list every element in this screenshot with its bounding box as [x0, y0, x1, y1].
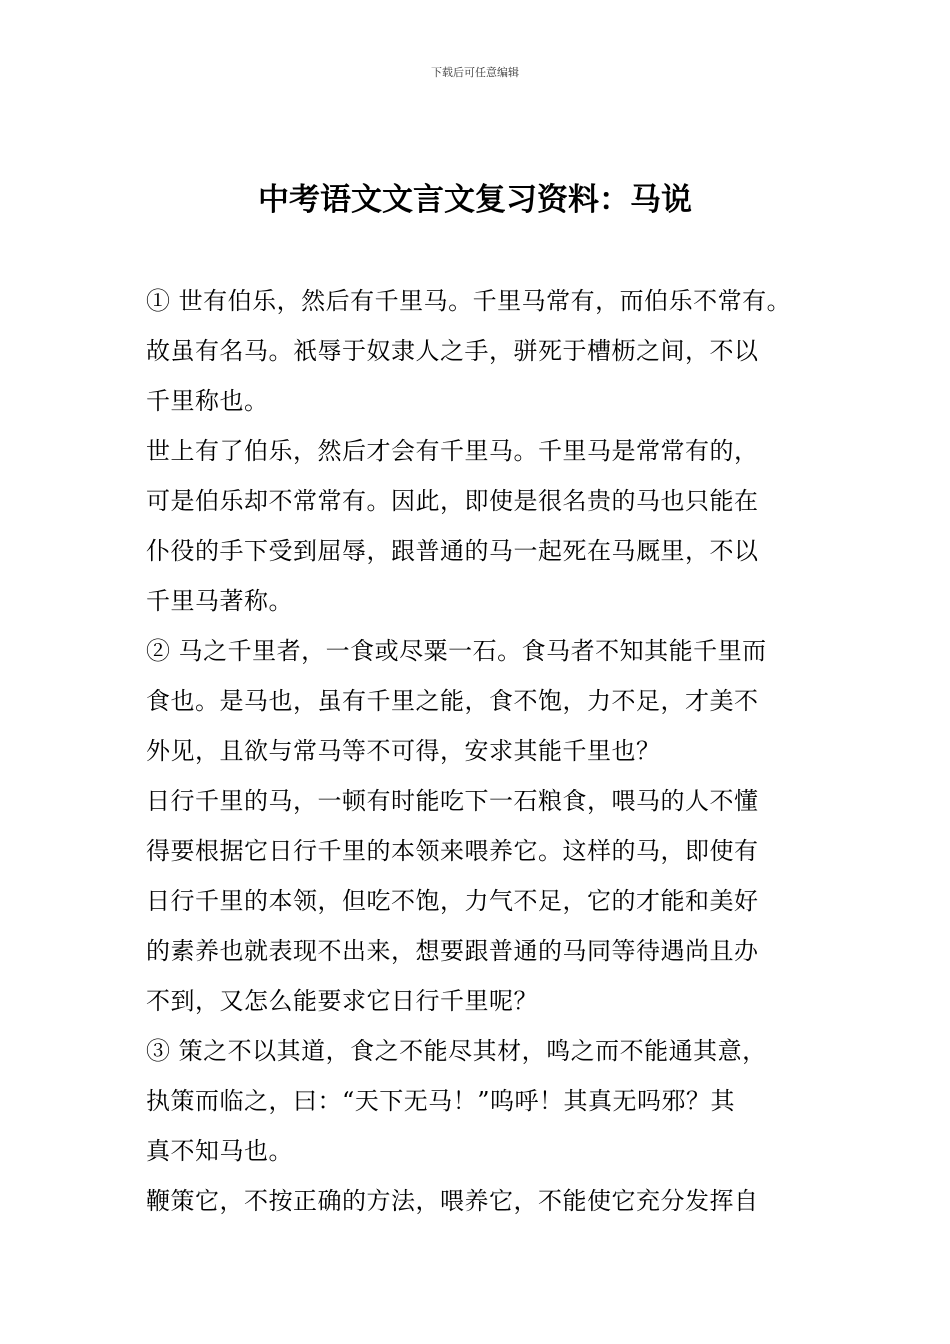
text-line: 食也。是马也，虽有千里之能，食不饱，力不足，才美不 [146, 687, 759, 715]
text-line: 鞭策它，不按正确的方法，喂养它，不能使它充分发挥自 [146, 1187, 759, 1215]
header-note: 下载后可任意编辑 [431, 66, 519, 79]
text-line: 千里马著称。 [146, 587, 293, 615]
text-line: 可是伯乐却不常常有。因此，即使是很名贵的马也只能在 [146, 487, 759, 515]
text-line: ③ 策之不以其道，食之不能尽其材，鸣之而不能通其意， [146, 1037, 767, 1065]
document-title: 中考语文文言文复习资料：马说 [258, 182, 692, 218]
document-body [146, 276, 822, 1226]
text-line: 外见，且欲与常马等不可得，安求其能千里也？ [146, 737, 661, 765]
text-line: 不到，又怎么能要求它日行千里呢？ [146, 987, 538, 1015]
text-line: 仆役的手下受到屈辱，跟普通的马一起死在马厩里，不以 [146, 537, 759, 565]
text-line: 故虽有名马。祇辱于奴隶人之手，骈死于槽枥之间，不以 [146, 337, 759, 365]
text-line: ① 世有伯乐，然后有千里马。千里马常有，而伯乐不常有。 [146, 287, 792, 315]
text-line: ② 马之千里者，一食或尽粟一石。食马者不知其能千里而 [146, 637, 767, 665]
text-line: 世上有了伯乐，然后才会有千里马。千里马是常常有的， [146, 437, 759, 465]
text-line: 的素养也就表现不出来，想要跟普通的马同等待遇尚且办 [146, 937, 759, 965]
text-line: 日行千里的马，一顿有时能吃下一石粮食，喂马的人不懂 [146, 787, 759, 815]
text-line: 千里称也。 [146, 387, 269, 415]
text-line: 得要根据它日行千里的本领来喂养它。这样的马，即使有 [146, 837, 759, 865]
text-line: 执策而临之，曰：“天下无马！”呜呼！其真无吗邪？其 [146, 1087, 736, 1115]
text-line: 日行千里的本领，但吃不饱，力气不足，它的才能和美好 [146, 887, 759, 915]
text-line: 真不知马也。 [146, 1137, 293, 1165]
